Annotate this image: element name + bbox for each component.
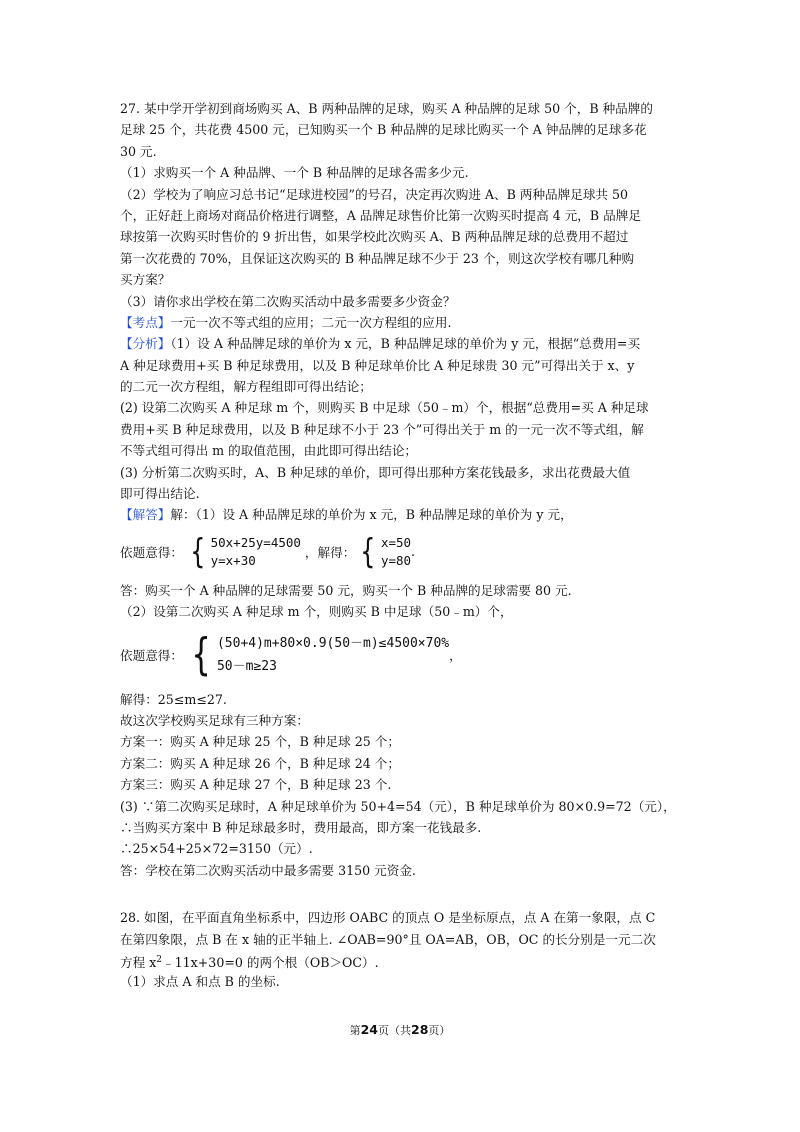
fenxi-line: 不等式组可得出 m 的取值范围，由此即可得出结论； (120, 443, 418, 459)
fenxi-line: 费用+买 B 种足球费用，以及 B 种足球不小于 23 个”可得出关于 m 的一元一次不等式组，解 (120, 421, 644, 437)
q27-part2-line: 第一次花费的 70%，且保证这次购买的 B 种品牌足球不少于 23 个，则这次学校有哪几种购 (120, 250, 635, 266)
footer-pre: 第 (349, 1024, 361, 1037)
solution-brace (357, 532, 411, 572)
q28-line: 28. 如图，在平面直角坐标系中，四边形 OABC 的顶点 O 是坐标原点，点 A 在第一象限，点 C (120, 910, 656, 926)
q27-part2-line: 买方案？ (120, 272, 171, 288)
plan-line: 方案一：购买 A 种足球 25 个，B 种足球 25 个； (120, 734, 400, 750)
jieda-tag: 【解答】 (120, 507, 171, 523)
q28-eq-sup: 2 (156, 954, 163, 965)
plan-line: 方案二：购买 A 种足球 26 个，B 种足球 24 个； (120, 755, 400, 771)
q27-part2 (120, 184, 692, 291)
part3-line: ∴当购买方案中 B 种足球最多时，费用最高，即方案一花钱最多. (120, 819, 482, 835)
fenxi-text: （1）设 A 种品牌足球的单价为 x 元，B 种品牌足球的单价为 y 元，根据“总费用=买 (170, 336, 641, 352)
q28-line: 在第四象限，点 B 在 x 轴的正半轴上. ∠OAB=90°且 OA=AB，OB，OC 的长分别是一元二次 (120, 931, 656, 947)
kaodian-tag: 【考点】 (120, 314, 171, 330)
equation-label: 依题意得： (120, 545, 183, 561)
kaodian-text: 一元一次不等式组的应用；二元一次方程组的应用. (170, 314, 452, 330)
plans-intro: 故这次学校购买足球有三种方案： (120, 712, 309, 728)
equation-mid-text: ，解得： (304, 545, 356, 561)
inequality-row: (50+4)m+80×0.9(50－m)≤4500×70% (216, 635, 450, 651)
footer-page-number: 24 (360, 1022, 378, 1037)
q28-eq-post: ﹣11x+30=0 的两个根（OB＞OC）. (162, 955, 379, 971)
brace-symbol: { (191, 628, 211, 680)
part2-intro: （2）设第二次购买 A 种足球 m 个，则购买 B 中足球（50﹣m）个， (120, 604, 513, 620)
jieda-line (120, 504, 692, 525)
part3-line: ∴25×54+25×72=3150（元）. (120, 841, 313, 857)
fenxi-body (120, 355, 692, 505)
q27-part2-line: 个，正好赶上商场对商品价格进行调整，A 品牌足球售价比第一次购买时提高 4 元，B 品牌足 (120, 207, 641, 223)
q27-stem-line: 30 元. (120, 143, 157, 159)
q28-part1: （1）求点 A 和点 B 的坐标. (120, 974, 280, 990)
solution-row: y=80 (380, 552, 412, 568)
kaodian-line (120, 312, 692, 333)
equation-brace (187, 532, 301, 572)
q28-eq-pre: 方程 x (120, 955, 157, 971)
solve-line: 解得：25≤m≤27. (120, 691, 227, 707)
footer-post: 页） (428, 1024, 451, 1037)
q28 (120, 907, 692, 993)
q27-part1: （1）求购买一个 A 种品牌、一个 B 种品牌的足球各需多少元. (120, 165, 469, 181)
footer-total-pages: 28 (411, 1022, 429, 1037)
fenxi-line: (3) 分析第二次购买时，A、B 种足球的单价，即可得出那种方案花钱最多，求出花费最大值 (120, 464, 631, 480)
q27-part2-line: （2）学校为了响应习总书记“足球进校园”的号召，决定再次购进 A、B 两种品牌足球共 50 (120, 186, 629, 202)
fenxi-line: 即可得出结论. (120, 486, 200, 502)
equation-row: 50x+25y=4500 (210, 534, 301, 550)
footer-mid: 页（共 (378, 1024, 411, 1037)
part3-line: 答：学校在第二次购买活动中最多需要 3150 元资金. (120, 862, 416, 878)
document-page (120, 98, 692, 993)
page-footer (0, 1022, 800, 1038)
fenxi-line: A 种足球费用+买 B 种足球费用，以及 B 种足球单价比 A 种足球贵 30 元”可得出关于 x、y (120, 357, 635, 373)
q27-stem-line: 足球 25 个，共花费 4500 元，已知购买一个 B 种品牌的足球比购买一个 A 钟品牌的足球多花 (120, 122, 647, 138)
q27-stem (120, 98, 692, 162)
part3-line: (3) ∵第二次购买足球时，A 种足球单价为 50+4=54（元），B 种足球单价为 80×0.9=72（元）， (120, 798, 676, 814)
equation-label: 依题意得： (120, 648, 183, 664)
plan-line: 方案三：购买 A 种足球 27 个，B 种足球 23 个. (120, 777, 392, 793)
fenxi-line (120, 333, 692, 354)
q27-stem-line: 27. 某中学开学初到商场购买 A、B 两种品牌的足球，购买 A 种品牌的足球 50 个，B 种品牌的 (120, 101, 653, 116)
inequality-row: 50－m≥23 (216, 658, 277, 674)
equation-end: . (411, 544, 416, 560)
fenxi-line: (2) 设第二次购买 A 种足球 m 个，则购买 B 中足球（50﹣m）个，根据“总费用=买 A 种足球 (120, 400, 649, 416)
jieda-text: 解：（1）设 A 种品牌足球的单价为 x 元，B 种品牌足球的单价为 y 元， (170, 507, 573, 523)
equation-system-2 (120, 629, 692, 681)
inequality-brace (187, 629, 449, 681)
equation-end: ， (449, 648, 462, 664)
fenxi-tag: 【分析】 (120, 336, 171, 352)
q28-equation-line (120, 950, 692, 971)
equation-system-1 (120, 532, 692, 572)
fenxi-line: 的二元一次方程组，解方程组即可得出结论； (120, 379, 372, 395)
brace-symbol: { (190, 531, 206, 572)
q27-part2-line: 球按第一次购买时售价的 9 折出售，如果学校此次购买 A、B 两种品牌足球的总费用不超过 (120, 229, 629, 245)
q27-part3: （3）请你求出学校在第二次购买活动中最多需要多少资金？ (120, 293, 456, 309)
brace-symbol: { (360, 531, 376, 572)
answer-1: 答：购买一个 A 种品牌的足球需要 50 元，购买一个 B 种品牌的足球需要 80 元. (120, 582, 572, 598)
equation-row: y=x+30 (210, 552, 256, 568)
solution-row: x=50 (380, 534, 412, 550)
